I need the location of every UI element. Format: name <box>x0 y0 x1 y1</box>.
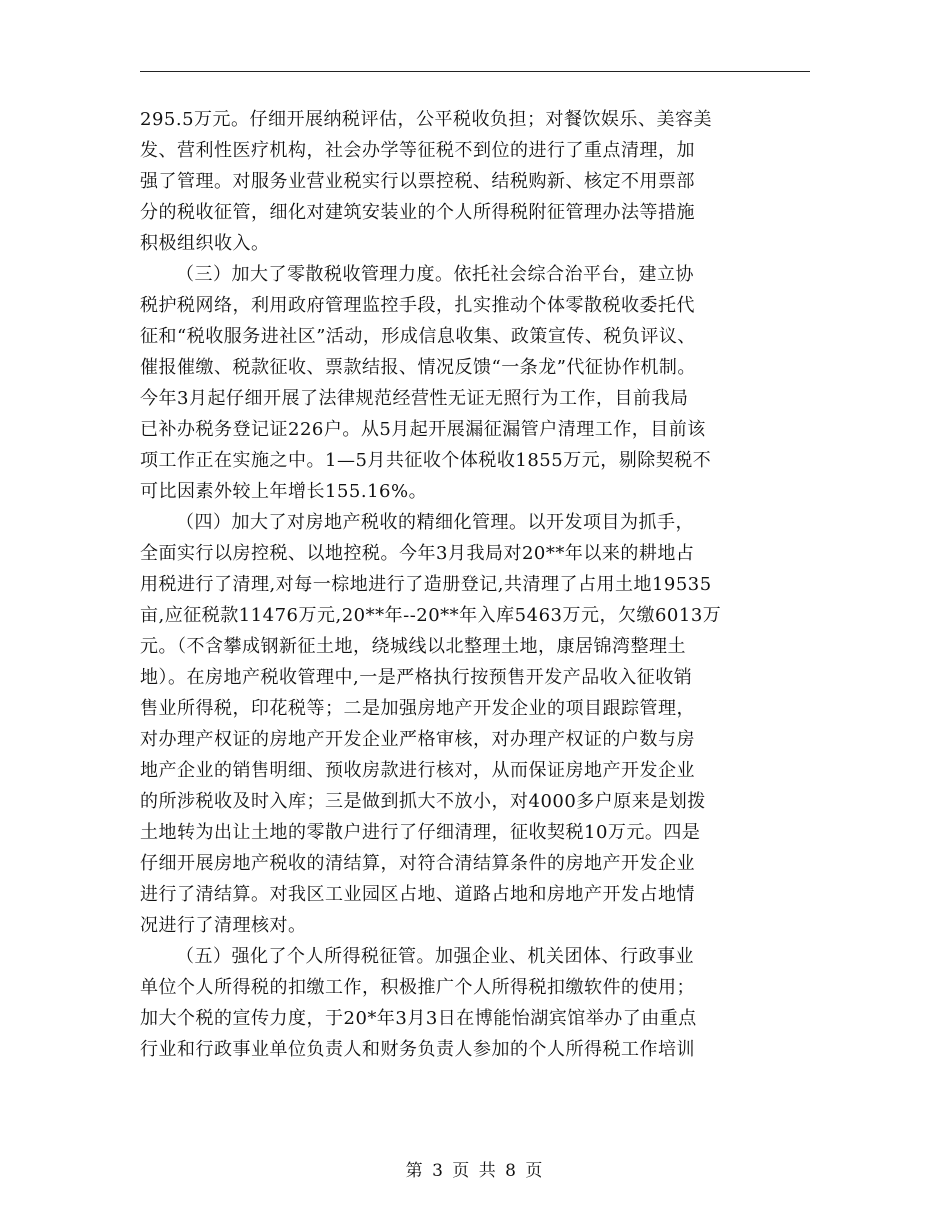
text-line: 地产企业的销售明细、预收房款进行核对，从而保证房地产开发企业 <box>140 760 695 781</box>
text-line: 项工作正在实施之中。1—5月共征收个体税收1855万元，剔除契税不 <box>140 450 712 471</box>
text-line: 税护税网络，利用政府管理监控手段，扎实推动个体零散税收委托代 <box>140 295 695 316</box>
text-line: 强了管理。对服务业营业税实行以票控税、结税购新、核定不用票部 <box>140 171 695 192</box>
text-line: 分的税收征管，细化对建筑安装业的个人所得税附征管理办法等措施 <box>140 202 695 223</box>
text-line: 发、营利性医疗机构，社会办学等征税不到位的进行了重点清理，加 <box>140 140 695 161</box>
section-heading-line: （三）加大了零散税收管理力度。依托社会综合治平台，建立协 <box>176 264 694 285</box>
text-line: 元。（不含攀成钢新征土地，绕城线以北整理土地，康居锦湾整理土 <box>140 636 686 657</box>
text-line: 征和“税收服务进社区”活动，形成信息收集、政策宣传、税负评议、 <box>140 326 696 347</box>
text-line: 用税进行了清理,对每一棕地进行了造册登记,共清理了占用土地19535 <box>140 574 712 595</box>
document-body <box>140 104 810 1065</box>
text-line: 售业所得税，印花税等；二是加强房地产开发企业的项目跟踪管理， <box>140 698 695 719</box>
text-line: 可比因素外较上年增长155.16%。 <box>140 481 428 502</box>
text-line: 的所涉税收及时入库；三是做到抓大不放小，对4000多户原来是划拨 <box>140 791 706 812</box>
page-number-footer: 第 3 页 共 8 页 <box>405 1161 545 1181</box>
text-line: 况进行了清理核对。 <box>140 915 307 936</box>
text-line: 土地转为出让土地的零散户进行了仔细清理，征收契税10万元。四是 <box>140 822 701 843</box>
text-line: 地）。在房地产税收管理中,一是严格执行按预售开发产品收入征收销 <box>140 667 693 688</box>
text-line: 进行了清结算。对我区工业园区占地、道路占地和房地产开发占地情 <box>140 884 695 905</box>
text-line: 已补办税务登记证226户。从5月起开展漏征漏管户清理工作，目前该 <box>140 419 706 440</box>
text-line: 仔细开展房地产税收的清结算，对符合清结算条件的房地产开发企业 <box>140 853 695 874</box>
text-line: 全面实行以房控税、以地控税。今年3月我局对20**年以来的耕地占 <box>140 543 695 564</box>
text-line: 催报催缴、税款征收、票款结报、情况反馈“一条龙”代征协作机制。 <box>140 357 696 378</box>
text-line: 亩,应征税款11476万元,20**年--20**年入库5463万元，欠缴6013万 <box>140 605 722 626</box>
header-rule <box>140 71 810 72</box>
section-heading-line: （五）强化了个人所得税征管。加强企业、机关团体、行政事业 <box>176 946 694 967</box>
text-line: 加大个税的宣传力度，于20*年3月3日在博能怡湖宾馆举办了由重点 <box>140 1008 697 1029</box>
text-line: 今年3月起仔细开展了法律规范经营性无证无照行为工作，目前我局 <box>140 388 689 409</box>
text-line: 行业和行政事业单位负责人和财务负责人参加的个人所得税工作培训 <box>140 1039 695 1060</box>
text-line: 295.5万元。仔细开展纳税评估，公平税收负担；对餐饮娱乐、美容美 <box>140 109 713 130</box>
text-line: 对办理产权证的房地产开发企业严格审核，对办理产权证的户数与房 <box>140 729 695 750</box>
text-line: 积极组织收入。 <box>140 233 270 254</box>
text-line: 单位个人所得税的扣缴工作，积极推广个人所得税扣缴软件的使用； <box>140 977 695 998</box>
section-heading-line: （四）加大了对房地产税收的精细化管理。以开发项目为抓手， <box>176 512 694 533</box>
